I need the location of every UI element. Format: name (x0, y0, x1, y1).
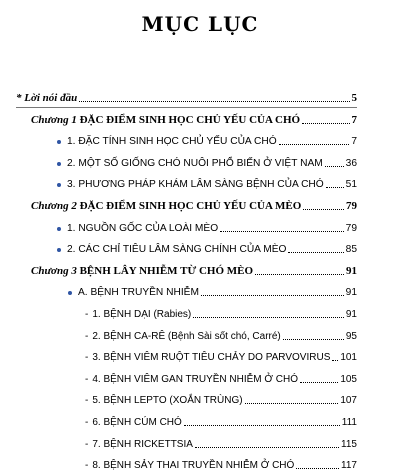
toc-entry-text: 7. BỆNH RICKETTSIA (92, 438, 193, 450)
dot-leader (195, 447, 339, 448)
toc-page-number: 101 (340, 352, 357, 364)
dot-leader (79, 101, 349, 102)
toc-entry-text: 6. BỆNH CÚM CHÓ (92, 416, 182, 428)
dash-marker: - (85, 373, 89, 385)
toc-page-number: 79 (346, 199, 357, 212)
toc-chapter-2[interactable] (0, 194, 400, 216)
toc-entry-text: A. BỆNH TRUYỀN NHIỄM (78, 287, 199, 299)
bullet-icon (57, 140, 61, 144)
toc-page-number: 91 (345, 287, 357, 299)
toc-entry-text: 4. BỆNH VIÊM GAN TRUYỀN NHIỄM Ở CHÓ (92, 373, 298, 385)
dash-marker: - (85, 416, 89, 428)
toc-page-number: 111 (341, 416, 357, 428)
toc-page-number: 91 (345, 308, 357, 320)
toc-page-number: 117 (341, 460, 357, 472)
dot-leader (255, 274, 344, 275)
dot-leader (245, 403, 339, 404)
toc-page-number: 105 (340, 373, 357, 385)
dot-leader (184, 425, 340, 426)
toc-entry-text: 5. BỆNH LEPTO (XOẮN TRÙNG) (92, 395, 243, 407)
chapter-title: ĐẶC ĐIỂM SINH HỌC CHỦ YẾU CỦA MÈO (79, 199, 302, 212)
toc-page-number: 7 (351, 113, 357, 126)
toc-chapter-1[interactable] (0, 108, 400, 130)
bullet-icon (57, 183, 61, 187)
table-of-contents (0, 86, 400, 475)
dot-leader (288, 252, 343, 253)
chapter-label: Chương 1 (31, 113, 77, 126)
dot-leader (302, 123, 349, 124)
toc-entry-text: 2. BỆNH CA-RÊ (Bệnh Sài sốt chó, Carré) (92, 330, 281, 342)
dot-leader (332, 360, 338, 361)
toc-entry[interactable] (0, 172, 400, 194)
toc-entry-text: 2. MỘT SỐ GIỐNG CHÓ NUÔI PHỔ BIẾN Ở VIỆT NAM (67, 157, 323, 169)
toc-entry-text: 3. PHƯƠNG PHÁP KHÁM LÂM SÀNG BỆNH CỦA CHÓ (67, 179, 324, 191)
toc-entry[interactable] (0, 367, 400, 389)
toc-page-number: 91 (346, 264, 357, 277)
toc-entry[interactable] (0, 453, 400, 475)
toc-entry[interactable] (0, 216, 400, 238)
toc-entry-text: 2. CÁC CHỈ TIÊU LÂM SÀNG CHÍNH CỦA MÈO (67, 244, 287, 256)
chapter-title: ĐẶC ĐIỂM SINH HỌC CHỦ YẾU CỦA CHÓ (79, 113, 301, 126)
toc-page-number: 79 (345, 222, 357, 234)
toc-entry[interactable] (0, 410, 400, 432)
toc-section-a[interactable] (0, 280, 400, 302)
toc-entry[interactable] (0, 237, 400, 259)
dot-leader (300, 382, 338, 383)
bullet-icon (68, 291, 72, 295)
toc-entry[interactable] (0, 345, 400, 367)
dash-marker: - (85, 395, 89, 407)
toc-entry[interactable] (0, 324, 400, 346)
toc-entry-text: 1. NGUỒN GỐC CỦA LOÀI MÈO (67, 222, 219, 234)
dash-marker: - (85, 308, 89, 320)
toc-page-number: 115 (341, 438, 357, 450)
dot-leader (303, 209, 344, 210)
toc-entry-text: 1. BỆNH DẠI (Rabies) (92, 308, 192, 320)
toc-entry-preface[interactable] (0, 86, 400, 108)
toc-entry[interactable] (0, 388, 400, 410)
bullet-icon (57, 227, 61, 231)
dash-marker: - (85, 460, 89, 472)
dash-marker: - (85, 330, 89, 342)
toc-entry-text: * Lời nói đầu (16, 92, 78, 104)
toc-entry[interactable] (0, 432, 400, 454)
toc-entry-text: 3. BỆNH VIÊM RUỘT TIÊU CHẢY DO PARVOVIRUS (92, 352, 331, 364)
toc-page-number: 95 (345, 330, 357, 342)
toc-entry[interactable] (0, 151, 400, 173)
bullet-icon (57, 162, 61, 166)
bullet-icon (57, 248, 61, 252)
chapter-label: Chương 2 (31, 199, 77, 212)
dot-leader (326, 187, 344, 188)
dot-leader (325, 166, 344, 167)
dot-leader (283, 339, 344, 340)
dot-leader (201, 295, 344, 296)
toc-chapter-3[interactable] (0, 259, 400, 281)
toc-page-number: 51 (345, 179, 357, 191)
toc-page-number: 5 (351, 92, 357, 104)
toc-page-number: 85 (345, 244, 357, 256)
toc-page-number: 36 (345, 157, 357, 169)
toc-entry-text: 8. BỆNH SẢY THAI TRUYỀN NHIỄM Ở CHÓ (92, 460, 295, 472)
dot-leader (279, 144, 350, 145)
dash-marker: - (85, 438, 89, 450)
page-title: MỤC LỤC (141, 12, 259, 36)
toc-entry[interactable] (0, 129, 400, 151)
dot-leader (193, 317, 344, 318)
toc-entry[interactable] (0, 302, 400, 324)
dot-leader (220, 231, 344, 232)
dash-marker: - (85, 352, 89, 364)
toc-page-number: 107 (340, 395, 357, 407)
chapter-label: Chương 3 (31, 264, 77, 277)
dot-leader (296, 468, 339, 469)
toc-entry-text: 1. ĐẶC TÍNH SINH HỌC CHỦ YẾU CỦA CHÓ (67, 136, 277, 148)
chapter-title: BỆNH LÂY NHIỄM TỪ CHÓ MÈO (79, 264, 254, 277)
toc-page-number: 7 (351, 136, 357, 148)
